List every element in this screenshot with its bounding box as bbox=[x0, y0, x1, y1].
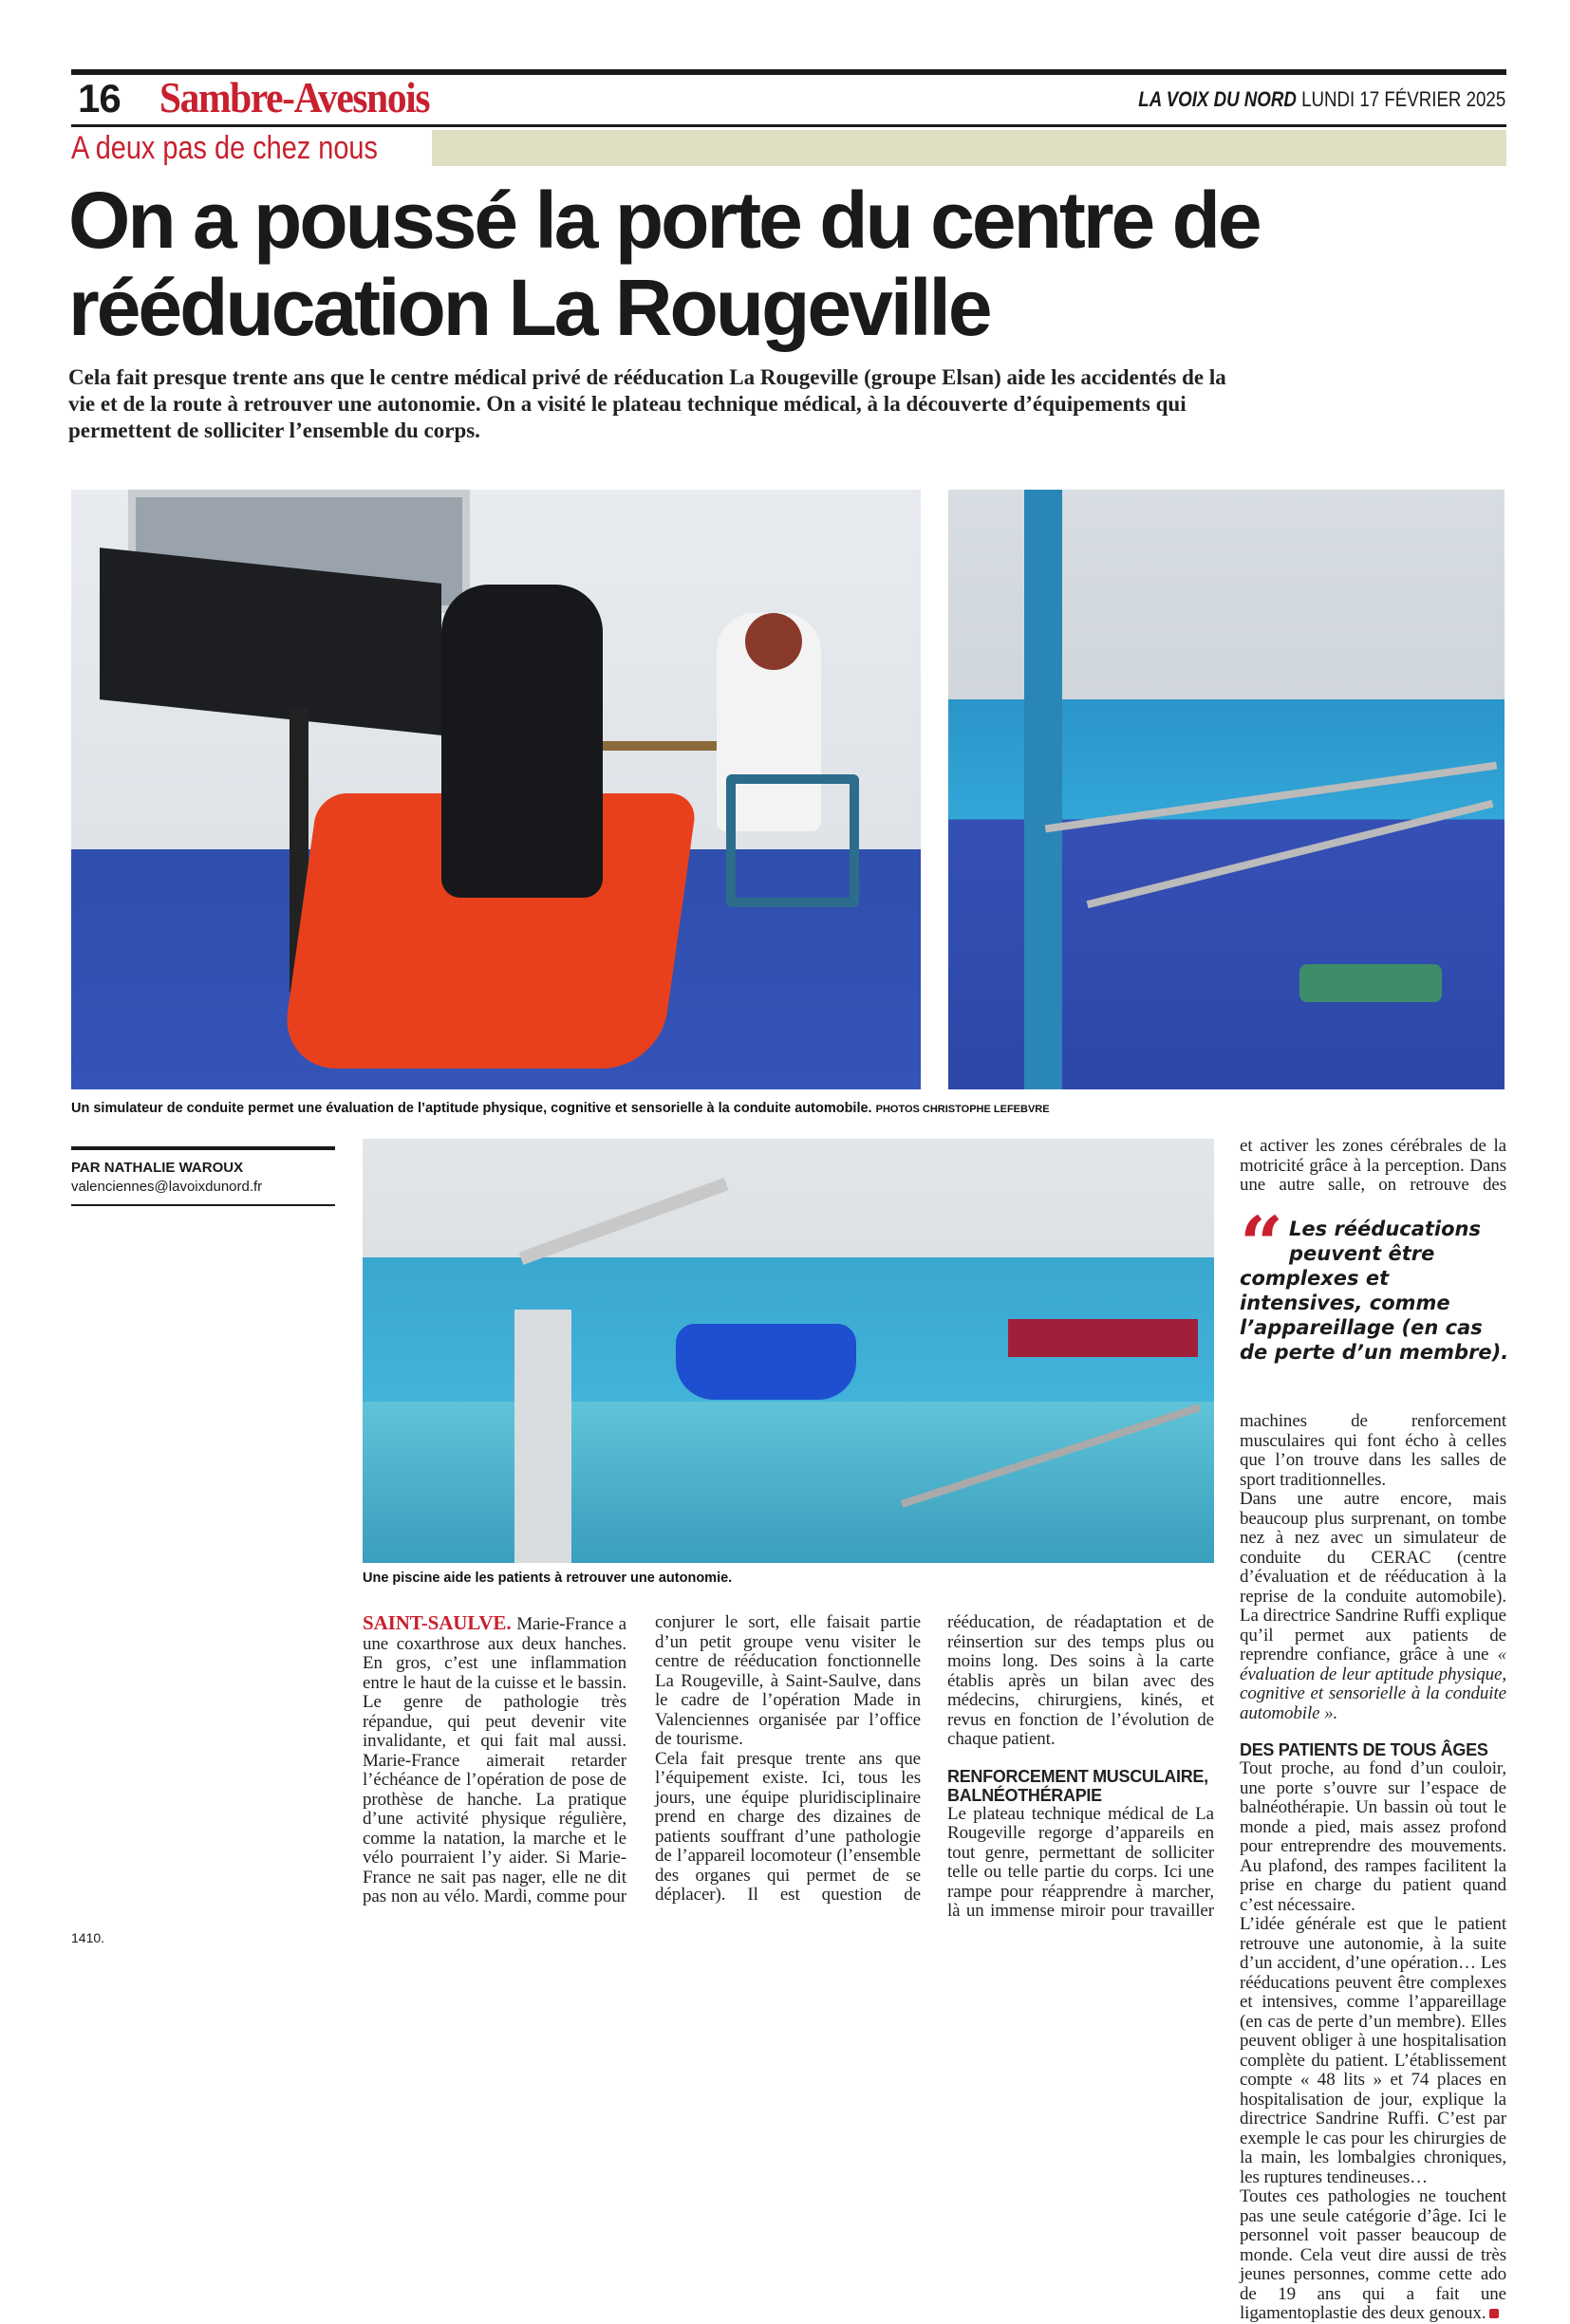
column-2 bbox=[363, 1613, 626, 1922]
paragraph-continued: rééducation, de réadaptation et de réinsertion sur des temps plus ou moins long. Des soins à la carte établis après un bilan avec des médecins, chirurgiens, kinés, et revus en fonction de l’évolution de chaque patient. bbox=[947, 1612, 1214, 1749]
photo-pool bbox=[363, 1139, 1214, 1563]
standfirst: Cela fait presque trente ans que le centre médical privé de rééducation La Rougeville (groupe Elsan) aide les accidentés de la vie et de la route à retrouver une autonomie. On a visité le plateau technique médical, à la découverte d’équipements qui permettent de solliciter l’ensemble du corps. bbox=[68, 365, 1226, 442]
column-5-top bbox=[1240, 1137, 1506, 1205]
header-rule bbox=[71, 124, 1506, 127]
quote-mark-icon: “ bbox=[1240, 1199, 1284, 1289]
photo-driving-simulator bbox=[71, 490, 921, 1089]
subhead: RENFORCEMENT MUSCULAIRE, BALNÉOTHÉRAPIE bbox=[947, 1766, 1208, 1805]
paragraph bbox=[1240, 1490, 1506, 1723]
end-mark-icon bbox=[1489, 2309, 1499, 2318]
newspaper-name: LA VOIX DU NORD bbox=[1138, 87, 1297, 111]
paragraph bbox=[363, 1613, 626, 1907]
column-1 bbox=[71, 1224, 335, 1922]
photo-rehab-gym bbox=[948, 490, 1505, 1089]
byline bbox=[71, 1146, 335, 1206]
paragraph-last bbox=[1240, 2187, 1506, 2324]
column-5 bbox=[1240, 1411, 1506, 2323]
paragraph-continued bbox=[655, 1613, 921, 1750]
photo-credit: PHOTOS CHRISTOPHE LEFEBVRE bbox=[875, 1104, 1050, 1115]
page-number: 16 bbox=[78, 76, 121, 121]
column-4 bbox=[947, 1613, 1214, 1922]
title-block bbox=[68, 177, 1506, 444]
paragraph: Cela fait presque trente ans que l’équipement existe. Ici, tous les jours, une équipe pluridisciplinaire prend en charge des dizaines de patients souffrant d’une pathologie de l’appareil locomoteur (l’ensemble des organes qui permet de se déplacer). Il est question de bbox=[655, 1748, 921, 1905]
pull-quote bbox=[1240, 1199, 1510, 1365]
column-3 bbox=[655, 1613, 921, 1922]
paragraph-text: conjurer le sort, elle faisait partie d’un petit groupe venu visiter le centre de rééducation fonctionnelle La Rougeville, à Saint-Saulve, dans le cadre de l’opération Made in Valenciennes organisée par l’office de tourisme. bbox=[655, 1612, 921, 1749]
section-title: Sambre-Avesnois bbox=[159, 73, 430, 121]
paragraph-continued: et activer les zones cérébrales de la motricité grâce à la perception. Dans une autre salle, on retrouve des bbox=[1240, 1136, 1506, 1195]
photo-caption bbox=[71, 1101, 1050, 1116]
subhead: DES PATIENTS DE TOUS ÂGES bbox=[1240, 1740, 1488, 1759]
quote-inline: « évaluation de leur aptitude physique, cognitive et sensorielle à la conduite automobile ». bbox=[1240, 1645, 1506, 1723]
folio: 1410. bbox=[71, 1930, 105, 1945]
headline: On a poussé la porte du centre de rééducation La Rougeville bbox=[68, 176, 1260, 352]
pull-quote-text: Les rééducations peuvent être complexes et intensives, comme l’appareillage (en cas de perte d’un membre). bbox=[1240, 1218, 1509, 1364]
paragraph-text: Toutes ces pathologies ne touchent pas une seule catégorie d’âge. Ici le personnel voit passer beaucoup de monde. Cela veut dire aussi de très jeunes personnes, comme cette ado de 19 ans qui a fait une ligamentoplastie des deux genoux. bbox=[1240, 2186, 1506, 2323]
kicker: A deux pas de chez nous bbox=[71, 130, 378, 166]
paragraph: Le plateau technique médical de La Rougeville regorge d’appareils en tout genre, permettant de solliciter telle ou telle partie du corps. Ici une rampe pour réapprendre à marcher, là un immense miroir pour travailler bbox=[947, 1803, 1214, 1921]
paragraph-continued: machines de renforcement musculaires qui font écho à celles que l’on trouve dans les salles de sport traditionnelles. bbox=[1240, 1411, 1506, 1490]
masthead bbox=[1138, 87, 1505, 112]
paragraph: L’idée générale est que le patient retrouve une autonomie, à la suite d’un accident, d’une opération… Les rééducations peuvent être complexes et intensives, comme l’appareillage (en cas de perte d’un membre). Elles peuvent obliger à une hospitalisation complète du patient. L’établissement compte « 48 lits » et 74 places en hospitalisation de jour, explique la directrice Sandrine Ruffi. C’est par exemple le cas pour les chirurgies de la main, les lombalgies chroniques, les ruptures tendineuses… bbox=[1240, 1914, 1506, 2187]
caption-text: Un simulateur de conduite permet une évaluation de l’aptitude physique, cognitive et sensorielle à la conduite automobile. bbox=[71, 1101, 872, 1116]
author-email[interactable]: valenciennes@lavoixdunord.fr bbox=[71, 1179, 263, 1195]
paragraph: Tout proche, au fond d’un couloir, une porte s’ouvre sur l’espace de balnéothérapie. Un bassin où tout le monde a pied, mais assez profond pour entreprendre des mouvements. Au plafond, des rampes facilitent la prise en charge du patient quand c’est nécessaire. bbox=[1240, 1758, 1506, 1915]
pool-caption: Une piscine aide les patients à retrouver une autonomie. bbox=[363, 1571, 733, 1586]
issue-date: LUNDI 17 FÉVRIER 2025 bbox=[1300, 87, 1505, 111]
paragraph-text: Dans une autre encore, mais beaucoup plus surprenant, on tombe nez à nez avec un simulateur de conduite du CERAC (centre d’évaluation et de rééducation à la reprise de la conduite automobile). La directrice Sandrine Ruffi explique qu’il permet aux patients de reprendre confiance, grâce à une bbox=[1240, 1489, 1506, 1664]
kicker-bar bbox=[432, 130, 1506, 166]
paragraph-text: Marie-France a une coxarthrose aux deux hanches. En gros, c’est une inflammation entre le haut de la cuisse et le bassin. Le genre de pathologie très répandue, qui peut devenir vite invalidante, et qui fait mal aussi. Marie-France aimerait retarder l’échéance de l’opération de pose de prothèse de hanche. La pratique d’une activité physique régulière, comme la natation, la marche et le vélo pourraient l’y aider. Si Marie-France ne sait pas nager, elle ne dit pas non au vélo. Mardi, comme pour bbox=[363, 1614, 626, 1906]
dateline: SAINT-SAULVE. bbox=[363, 1611, 517, 1634]
author: PAR NATHALIE WAROUX bbox=[71, 1160, 244, 1176]
